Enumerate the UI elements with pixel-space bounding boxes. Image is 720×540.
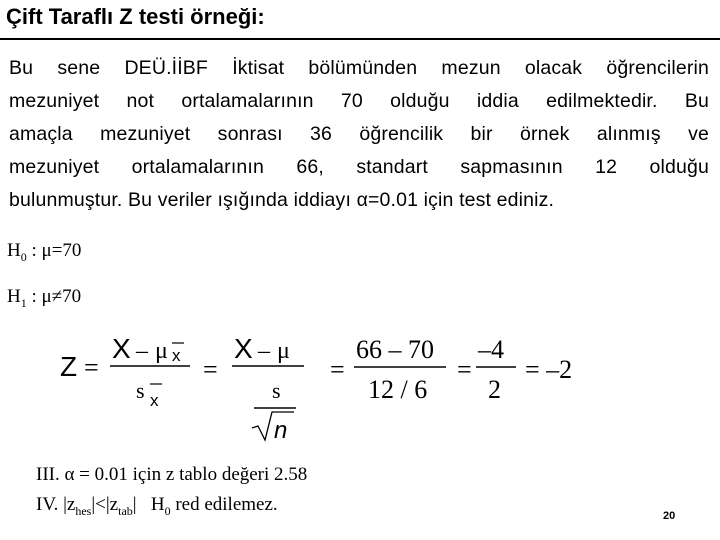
s-symbol: s	[272, 378, 281, 403]
paragraph-line: amaçla mezuniyet sonrası 36 öğrencilik bir örnek alınmış ve	[9, 123, 709, 145]
paragraph-line: Bu sene DEÜ.İİBF İktisat bölümünden mezun olacak öğrencilerin	[9, 57, 709, 79]
h0-symbol: H	[7, 240, 21, 261]
denominator-2: 12 / 6	[368, 375, 428, 404]
h0-text: : μ=70	[26, 240, 82, 261]
xbar-symbol: X	[112, 333, 131, 364]
alternative-hypothesis	[7, 286, 81, 311]
z-tab-subscript: tab	[118, 503, 133, 518]
problem-paragraph	[9, 52, 709, 217]
numerator-2: 66 – 70	[356, 335, 434, 364]
page-title: Çift Taraflı Z testi örneği:	[6, 4, 265, 29]
z-symbol: Z	[60, 351, 78, 382]
note-decision	[36, 490, 307, 526]
h0-subscript: 0	[20, 249, 27, 264]
z-hes-subscript: hes	[75, 503, 92, 518]
paragraph-line: mezuniyet not ortalamalarının 70 olduğu iddia edilmektedir. Bu	[9, 90, 709, 112]
note-critical-value: III. α = 0.01 için z tablo değeri 2.58	[36, 464, 308, 485]
null-hypothesis	[7, 240, 81, 265]
sqrt-sign	[252, 412, 294, 440]
mu-symbol: μ	[277, 338, 290, 364]
h0-subscript: 0	[164, 503, 171, 518]
n-symbol: n	[274, 417, 288, 444]
minus-sign: –	[136, 338, 148, 364]
h1-symbol: H	[7, 286, 21, 307]
s-symbol: s	[136, 378, 145, 403]
mu-subscript: x	[172, 346, 181, 365]
s-subscript: x	[150, 391, 159, 410]
denominator-3: 2	[488, 375, 501, 404]
paragraph-line: mezuniyet ortalamalarının 66, standart sapmasının 12 olduğu	[9, 156, 709, 178]
note-text: |<|z	[91, 494, 119, 515]
note-text: red edilemez.	[170, 494, 278, 515]
paragraph-line: bulunmuştur. Bu veriler ışığında iddiayı α=0.01 için test ediniz.	[9, 189, 555, 211]
h1-subscript: 1	[20, 295, 27, 310]
conclusion-notes	[36, 460, 307, 526]
numerator-3: –4	[478, 335, 504, 364]
minus-sign: –	[258, 338, 270, 364]
equals-sign: =	[84, 353, 99, 382]
mu-symbol: μ	[155, 338, 168, 364]
page-number: 20	[663, 510, 676, 522]
note-text: | H	[132, 494, 165, 515]
equals-sign: =	[203, 355, 218, 384]
note-text: IV. |z	[36, 494, 76, 515]
equals-sign: =	[457, 355, 472, 384]
z-formula	[60, 330, 620, 450]
h1-text: : μ≠70	[26, 286, 82, 307]
equals-sign: =	[330, 355, 345, 384]
xbar-symbol: X	[234, 333, 253, 364]
title-underline	[0, 38, 720, 40]
result: = –2	[525, 355, 573, 384]
